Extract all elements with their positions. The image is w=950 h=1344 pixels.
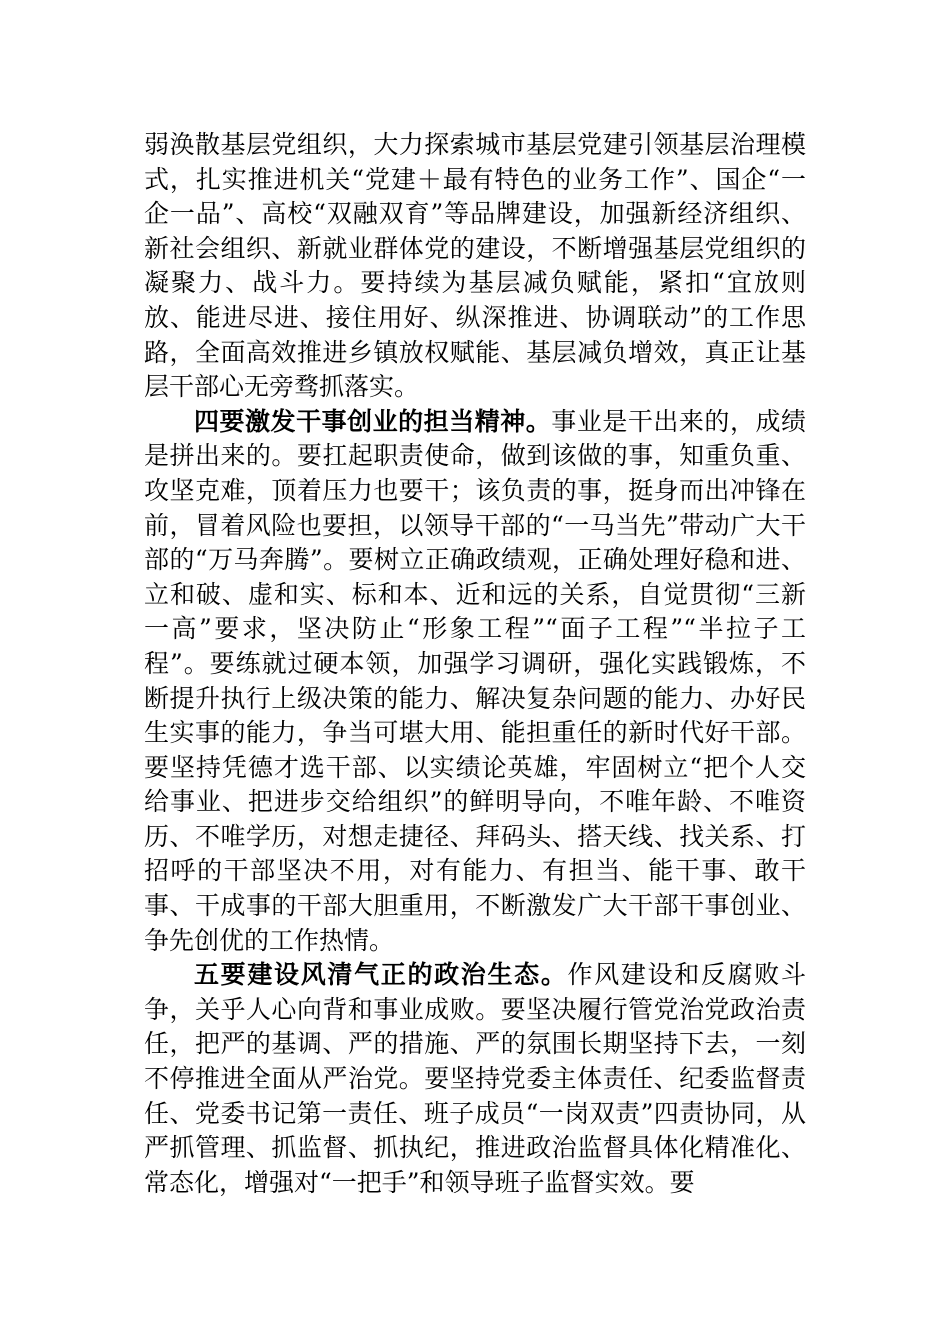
paragraph-text: 弱涣散基层党组织，大力探索城市基层党建引领基层治理模式，扎实推进机关“党建＋最有特色的业务工作”、国企“一企一品”、高校“双融双育”等品牌建设，加强新经济组织、新社会组织、新就业群体党的建设，不断增强基层党组织的凝聚力、战斗力。要持续为基层减负赋能，紧扣“宜放则放、能进尽进、接住用好、纵深推进、协调联动”的工作思路，全面高效推进乡镇放权赋能、基层减负增效，真正让基层干部心无旁骛抓落实。 [144,130,806,402]
paragraph-section-five [144,958,806,1200]
paragraph-section-four [144,405,806,959]
document-body [144,128,806,1200]
paragraph-continuation [144,128,806,405]
section-heading-four: 四要激发干事创业的担当精神。 [194,406,552,436]
paragraph-text: 作风建设和反腐败斗争，关乎人心向背和事业成败。要坚决履行管党治党政治责任，把严的基调、严的措施、严的氛围长期坚持下去，一刻不停推进全面从严治党。要坚持党委主体责任、纪委监督责任、党委书记第一责任、班子成员“一岗双责”四责协同，从严抓管理、抓监督、抓执纪，推进政治监督具体化精准化、常态化，增强对“一把手”和领导班子监督实效。要 [144,960,806,1197]
paragraph-text: 事业是干出来的，成绩是拼出来的。要扛起职责使命，做到该做的事，知重负重、攻坚克难，顶着压力也要干；该负责的事，挺身而出冲锋在前，冒着风险也要担，以领导干部的“一马当先”带动广大干部的“万马奔腾”。要树立正确政绩观，正确处理好稳和进、立和破、虚和实、标和本、近和远的关系，自觉贯彻“三新一高”要求，坚决防止“形象工程”“面子工程”“半拉子工程”。要练就过硬本领，加强学习调研，强化实践锻炼，不断提升执行上级决策的能力、解决复杂问题的能力、办好民生实事的能力，争当可堪大用、能担重任的新时代好干部。要坚持凭德才选干部、以实绩论英雄，牢固树立“把个人交给事业、把进步交给组织”的鲜明导向，不唯年龄、不唯资历、不唯学历，对想走捷径、拜码头、搭天线、找关系、打招呼的干部坚决不用，对有能力、有担当、能干事、敢干事、干成事的干部大胆重用，不断激发广大干部干事创业、争先创优的工作热情。 [144,406,806,955]
section-heading-five: 五要建设风清气正的政治生态。 [194,960,568,990]
